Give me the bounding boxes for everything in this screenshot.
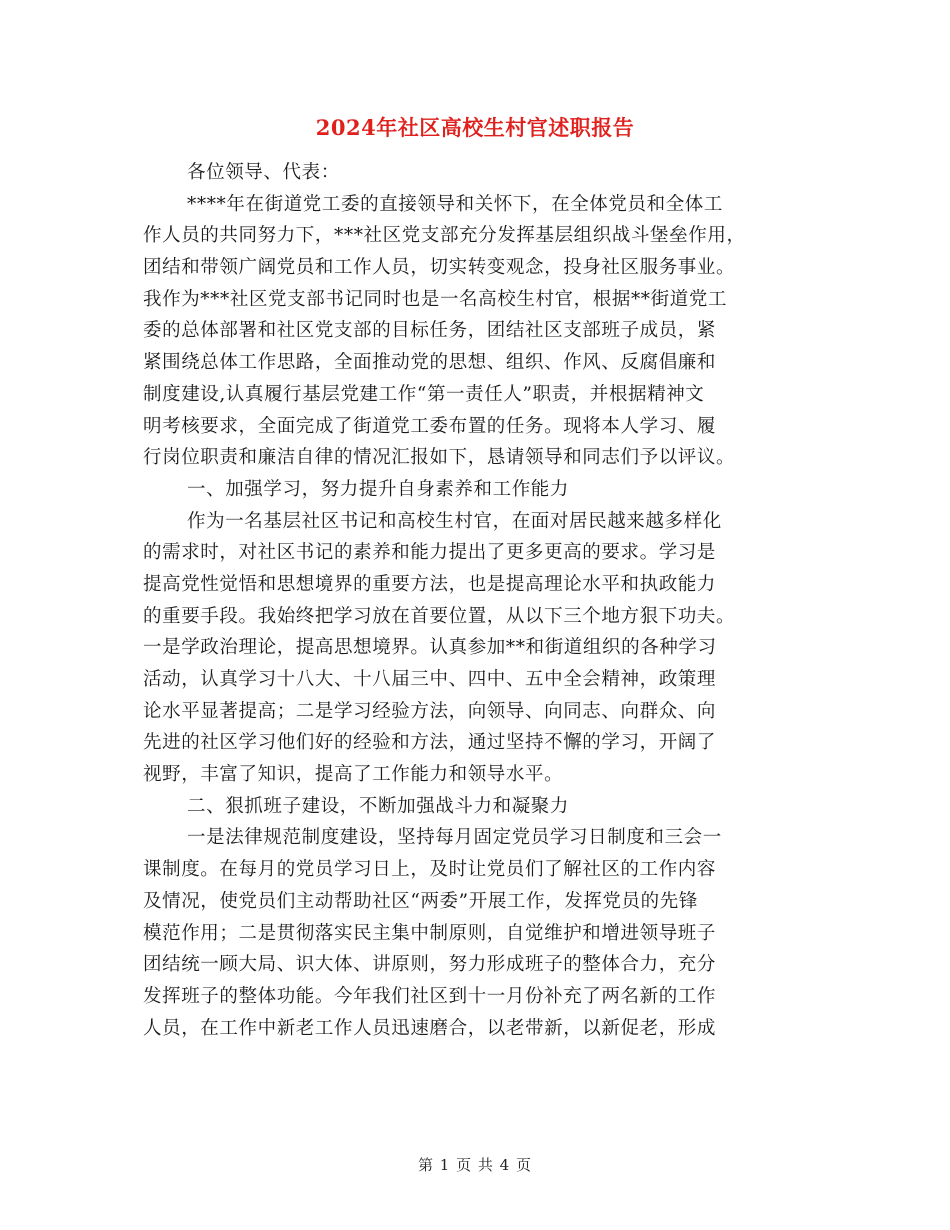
body-line: 紧围绕总体工作思路，全面推动党的思想、组织、作风、反腐倡廉和 [143,352,717,374]
body-line: 一是学政治理论，提高思想境界。认真参加**和街道组织的各种学习 [143,637,717,659]
body-line: 作人员的共同努力下，***社区党支部充分发挥基层组织战斗堡垒作用， [143,225,746,247]
body-line: 团结统一顾大局、识大体、讲原则，努力形成班子的整体合力，充分 [143,954,717,976]
body-line: 人员，在工作中新老工作人员迅速磨合，以老带新，以新促老，形成 [143,1017,717,1039]
page-footer: 第 1 页 共 4 页 [418,1156,532,1174]
body-line: 发挥班子的整体功能。今年我们社区到十一月份补充了两名新的工作 [143,985,717,1007]
body-line: 提高党性觉悟和思想境界的重要方法，也是提高理论水平和执政能力 [143,573,717,595]
body-line: 一、加强学习，努力提升自身素养和工作能力 [187,478,570,500]
body-line: 我作为***社区党支部书记同时也是一名高校生村官，根据**街道党工 [143,288,728,310]
body-line: ****年在街道党工委的直接领导和关怀下，在全体党员和全体工 [187,193,724,215]
document-body [143,157,809,1044]
body-line: 团结和带领广阔党员和工作人员，切实转变观念，投身社区服务事业。 [143,257,736,279]
body-line: 二、狠抓班子建设，不断加强战斗力和凝聚力 [187,795,570,817]
body-line: 一是法律规范制度建设，坚持每月固定党员学习日制度和三会一 [187,827,722,849]
body-line: 及情况，使党员们主动帮助社区“两委”开展工作，发挥党员的先锋 [143,890,698,912]
body-line: 各位领导、代表： [187,162,340,183]
body-line: 的需求时，对社区书记的素养和能力提出了更多更高的要求。学习是 [143,542,717,564]
body-line: 课制度。在每月的党员学习日上，及时让党员们了解社区的工作内容 [143,859,717,881]
body-line: 制度建设,认真履行基层党建工作“第一责任人”职责，并根据精神文 [143,383,705,405]
body-line: 作为一名基层社区书记和高校生村官，在面对居民越来越多样化 [187,510,722,532]
body-line: 明考核要求，全面完成了街道党工委布置的任务。现将本人学习、履 [143,415,717,437]
body-line: 行岗位职责和廉洁自律的情况汇报如下，恳请领导和同志们予以评议。 [143,447,736,469]
body-line: 模范作用；二是贯彻落实民主集中制原则，自觉维护和增进领导班子 [143,922,717,944]
body-line: 活动，认真学习十八大、十八届三中、四中、五中全会精神，政策理 [143,669,717,690]
body-line: 论水平显著提高；二是学习经验方法，向领导、向同志、向群众、向 [143,700,717,722]
body-line: 先进的社区学习他们好的经验和方法，通过坚持不懈的学习，开阔了 [143,732,717,754]
document-title: 2024年社区高校生村官述职报告 [315,115,635,140]
body-line: 的重要手段。我始终把学习放在首要位置，从以下三个地方狠下功夫。 [143,605,736,627]
body-line: 视野，丰富了知识，提高了工作能力和领导水平。 [143,764,564,786]
body-line: 委的总体部署和社区党支部的目标任务，团结社区支部班子成员，紧 [143,320,717,342]
